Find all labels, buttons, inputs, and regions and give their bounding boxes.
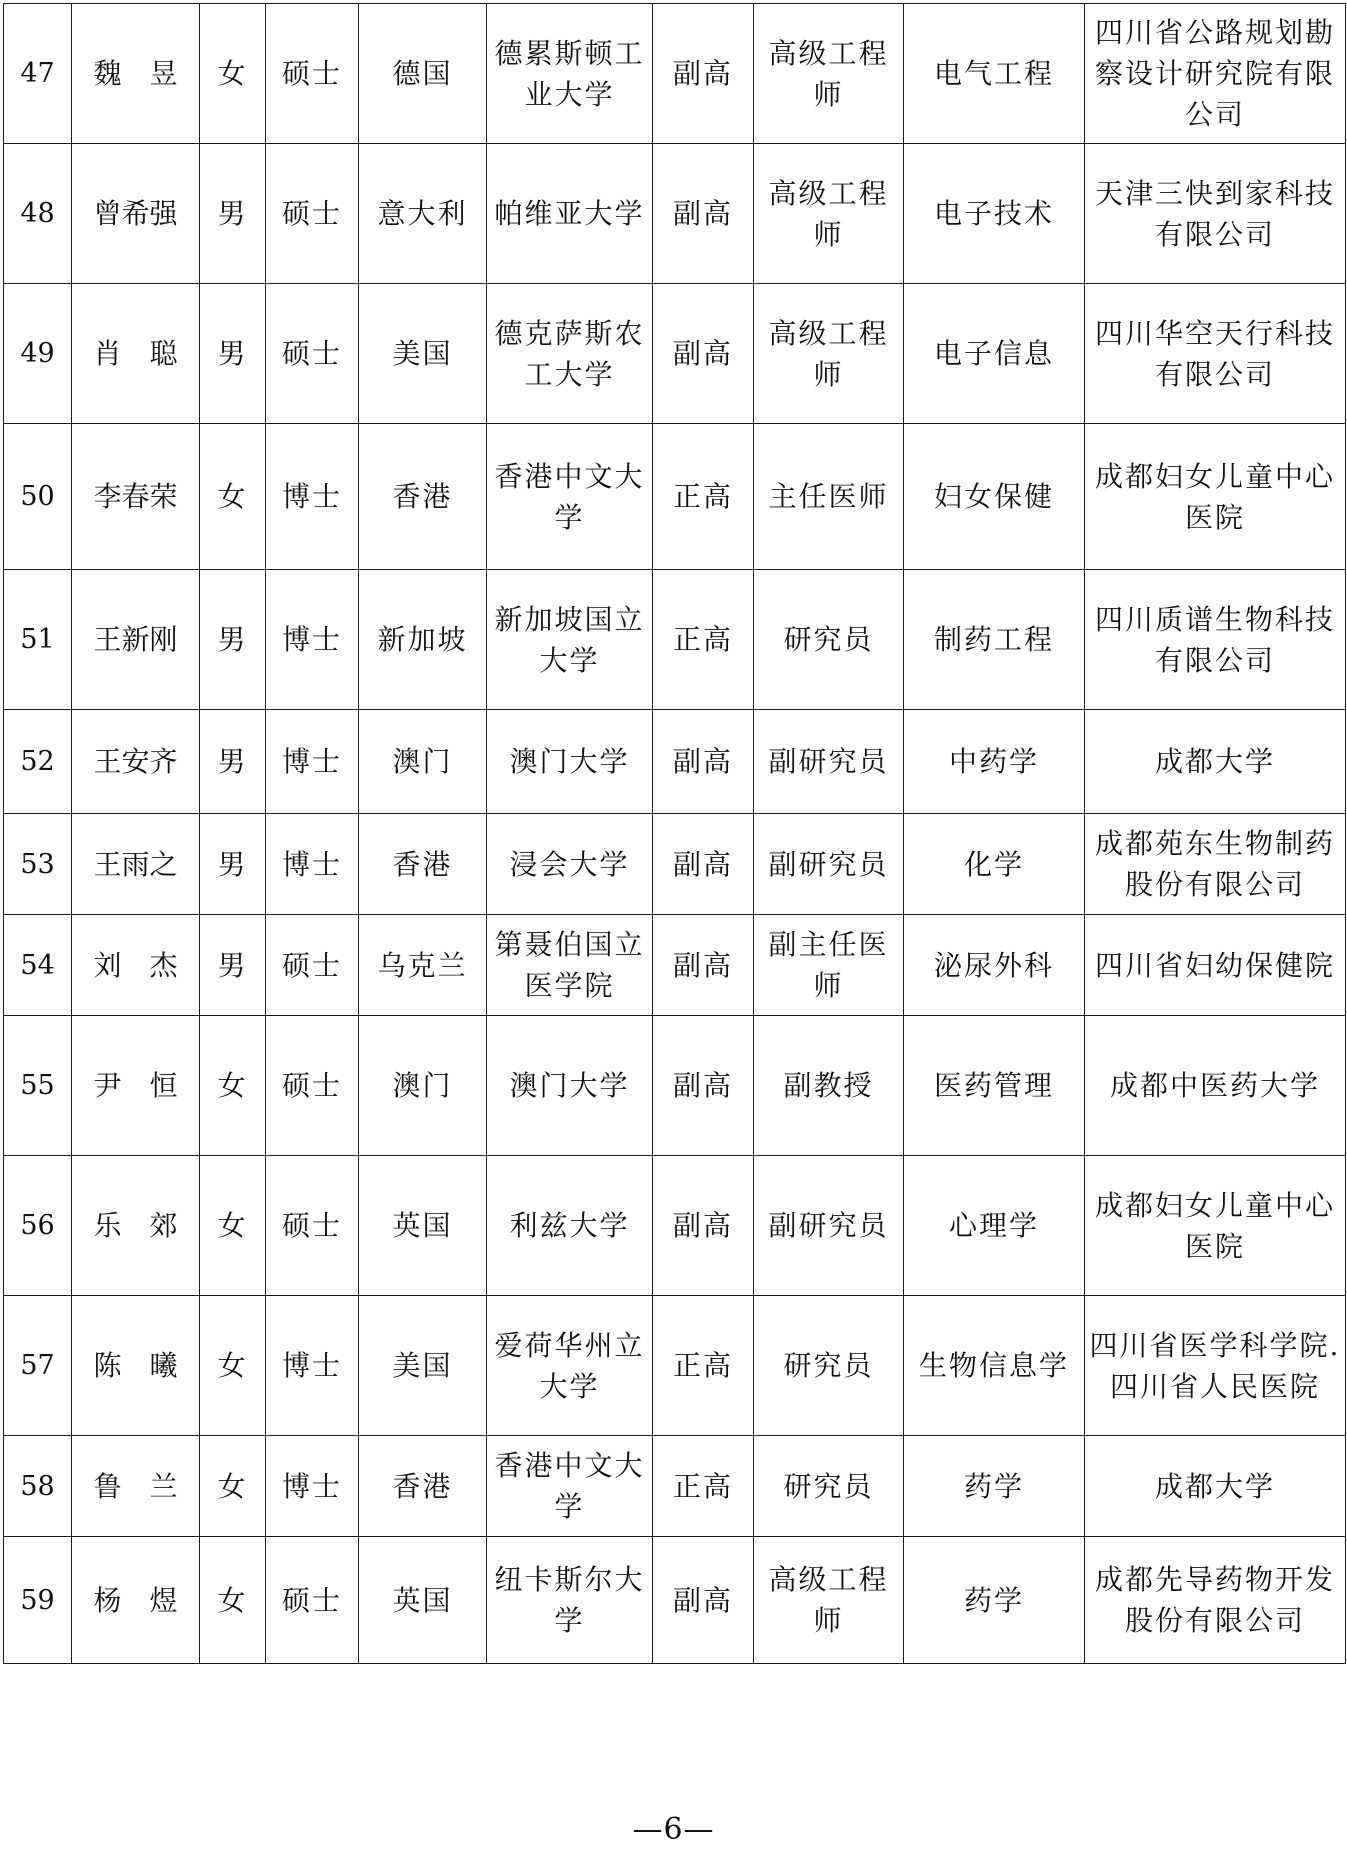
title-level-cell: 副高 [653,1016,754,1156]
employer-cell: 成都大学 [1085,1436,1346,1537]
school-name-cell: 新加坡国立大学 [487,570,653,710]
person-name-cell: 鲁 兰 [72,1436,200,1537]
title-level-cell: 副高 [653,710,754,814]
degree-cell: 博士 [266,570,359,710]
table-row [4,814,1346,915]
degree-cell: 博士 [266,424,359,570]
degree-cell: 博士 [266,710,359,814]
major-cell: 泌尿外科 [904,915,1085,1016]
employer-cell: 成都大学 [1085,710,1346,814]
gender-cell: 男 [200,814,266,915]
title-level-cell: 副高 [653,1156,754,1296]
employer-cell: 四川省妇幼保健院 [1085,915,1346,1016]
table-row [4,424,1346,570]
school-name-cell: 纽卡斯尔大学 [487,1537,653,1664]
table-row [4,1296,1346,1436]
table-row [4,915,1346,1016]
table-row [4,570,1346,710]
gender-cell: 女 [200,1156,266,1296]
gender-cell: 男 [200,710,266,814]
major-cell: 药学 [904,1436,1085,1537]
row-number-cell: 48 [4,144,72,284]
person-name-cell: 尹 恒 [72,1016,200,1156]
gender-cell: 女 [200,4,266,144]
gender-cell: 女 [200,1296,266,1436]
table-row [4,144,1346,284]
study-country-cell: 意大利 [359,144,487,284]
professional-title-cell: 副研究员 [754,710,904,814]
professional-title-cell: 副研究员 [754,1156,904,1296]
person-name-cell: 王雨之 [72,814,200,915]
person-name-cell: 曾希强 [72,144,200,284]
professional-title-cell: 研究员 [754,1436,904,1537]
row-number-cell: 52 [4,710,72,814]
school-name-cell: 浸会大学 [487,814,653,915]
degree-cell: 硕士 [266,915,359,1016]
title-level-cell: 副高 [653,814,754,915]
professional-title-cell: 研究员 [754,1296,904,1436]
employer-cell: 成都妇女儿童中心医院 [1085,1156,1346,1296]
title-level-cell: 副高 [653,4,754,144]
professional-title-cell: 主任医师 [754,424,904,570]
school-name-cell: 澳门大学 [487,1016,653,1156]
professional-title-cell: 高级工程师 [754,1537,904,1664]
employer-cell: 四川质谱生物科技有限公司 [1085,570,1346,710]
degree-cell: 博士 [266,1296,359,1436]
major-cell: 生物信息学 [904,1296,1085,1436]
major-cell: 制药工程 [904,570,1085,710]
study-country-cell: 香港 [359,424,487,570]
title-level-cell: 正高 [653,424,754,570]
person-name-cell: 刘 杰 [72,915,200,1016]
title-level-cell: 正高 [653,570,754,710]
degree-cell: 硕士 [266,1537,359,1664]
title-level-cell: 副高 [653,915,754,1016]
row-number-cell: 49 [4,284,72,424]
table-row [4,710,1346,814]
school-name-cell: 利兹大学 [487,1156,653,1296]
title-level-cell: 副高 [653,284,754,424]
title-level-cell: 正高 [653,1436,754,1537]
title-level-cell: 副高 [653,1537,754,1664]
degree-cell: 博士 [266,814,359,915]
row-number-cell: 59 [4,1537,72,1664]
person-name-cell: 肖 聪 [72,284,200,424]
person-name-cell: 陈 曦 [72,1296,200,1436]
professional-title-cell: 高级工程师 [754,144,904,284]
study-country-cell: 美国 [359,1296,487,1436]
major-cell: 电子技术 [904,144,1085,284]
talent-roster-table [3,3,1346,1664]
table-row [4,284,1346,424]
study-country-cell: 英国 [359,1537,487,1664]
study-country-cell: 美国 [359,284,487,424]
table-row [4,1156,1346,1296]
major-cell: 中药学 [904,710,1085,814]
employer-cell: 天津三快到家科技有限公司 [1085,144,1346,284]
school-name-cell: 爱荷华州立大学 [487,1296,653,1436]
title-level-cell: 副高 [653,144,754,284]
table-row [4,1537,1346,1664]
employer-cell: 四川华空天行科技有限公司 [1085,284,1346,424]
major-cell: 化学 [904,814,1085,915]
employer-cell: 成都中医药大学 [1085,1016,1346,1156]
row-number-cell: 47 [4,4,72,144]
degree-cell: 硕士 [266,1156,359,1296]
row-number-cell: 55 [4,1016,72,1156]
professional-title-cell: 副主任医师 [754,915,904,1016]
degree-cell: 硕士 [266,144,359,284]
degree-cell: 硕士 [266,1016,359,1156]
row-number-cell: 50 [4,424,72,570]
gender-cell: 女 [200,1537,266,1664]
school-name-cell: 帕维亚大学 [487,144,653,284]
study-country-cell: 澳门 [359,1016,487,1156]
gender-cell: 男 [200,284,266,424]
gender-cell: 男 [200,915,266,1016]
degree-cell: 硕士 [266,284,359,424]
row-number-cell: 51 [4,570,72,710]
employer-cell: 成都妇女儿童中心医院 [1085,424,1346,570]
gender-cell: 女 [200,1436,266,1537]
employer-cell: 成都先导药物开发股份有限公司 [1085,1537,1346,1664]
study-country-cell: 香港 [359,814,487,915]
major-cell: 心理学 [904,1156,1085,1296]
person-name-cell: 王安齐 [72,710,200,814]
major-cell: 医药管理 [904,1016,1085,1156]
study-country-cell: 新加坡 [359,570,487,710]
school-name-cell: 香港中文大学 [487,424,653,570]
study-country-cell: 澳门 [359,710,487,814]
row-number-cell: 58 [4,1436,72,1537]
major-cell: 药学 [904,1537,1085,1664]
professional-title-cell: 副教授 [754,1016,904,1156]
school-name-cell: 德克萨斯农工大学 [487,284,653,424]
row-number-cell: 56 [4,1156,72,1296]
degree-cell: 博士 [266,1436,359,1537]
school-name-cell: 德累斯顿工业大学 [487,4,653,144]
page-number: —6— [632,1812,715,1847]
gender-cell: 男 [200,570,266,710]
study-country-cell: 香港 [359,1436,487,1537]
study-country-cell: 英国 [359,1156,487,1296]
person-name-cell: 魏 昱 [72,4,200,144]
employer-cell: 四川省公路规划勘察设计研究院有限公司 [1085,4,1346,144]
gender-cell: 女 [200,1016,266,1156]
professional-title-cell: 高级工程师 [754,284,904,424]
gender-cell: 男 [200,144,266,284]
professional-title-cell: 研究员 [754,570,904,710]
employer-cell: 四川省医学科学院.四川省人民医院 [1085,1296,1346,1436]
table-row [4,4,1346,144]
professional-title-cell: 高级工程师 [754,4,904,144]
roster-body [4,4,1346,1664]
employer-cell: 成都苑东生物制药股份有限公司 [1085,814,1346,915]
school-name-cell: 澳门大学 [487,710,653,814]
major-cell: 电子信息 [904,284,1085,424]
person-name-cell: 王新刚 [72,570,200,710]
person-name-cell: 乐 郊 [72,1156,200,1296]
table-row [4,1016,1346,1156]
major-cell: 妇女保健 [904,424,1085,570]
degree-cell: 硕士 [266,4,359,144]
person-name-cell: 杨 煜 [72,1537,200,1664]
person-name-cell: 李春荣 [72,424,200,570]
school-name-cell: 香港中文大学 [487,1436,653,1537]
table-row [4,1436,1346,1537]
row-number-cell: 53 [4,814,72,915]
row-number-cell: 54 [4,915,72,1016]
school-name-cell: 第聂伯国立医学院 [487,915,653,1016]
professional-title-cell: 副研究员 [754,814,904,915]
study-country-cell: 乌克兰 [359,915,487,1016]
major-cell: 电气工程 [904,4,1085,144]
gender-cell: 女 [200,424,266,570]
title-level-cell: 正高 [653,1296,754,1436]
row-number-cell: 57 [4,1296,72,1436]
study-country-cell: 德国 [359,4,487,144]
